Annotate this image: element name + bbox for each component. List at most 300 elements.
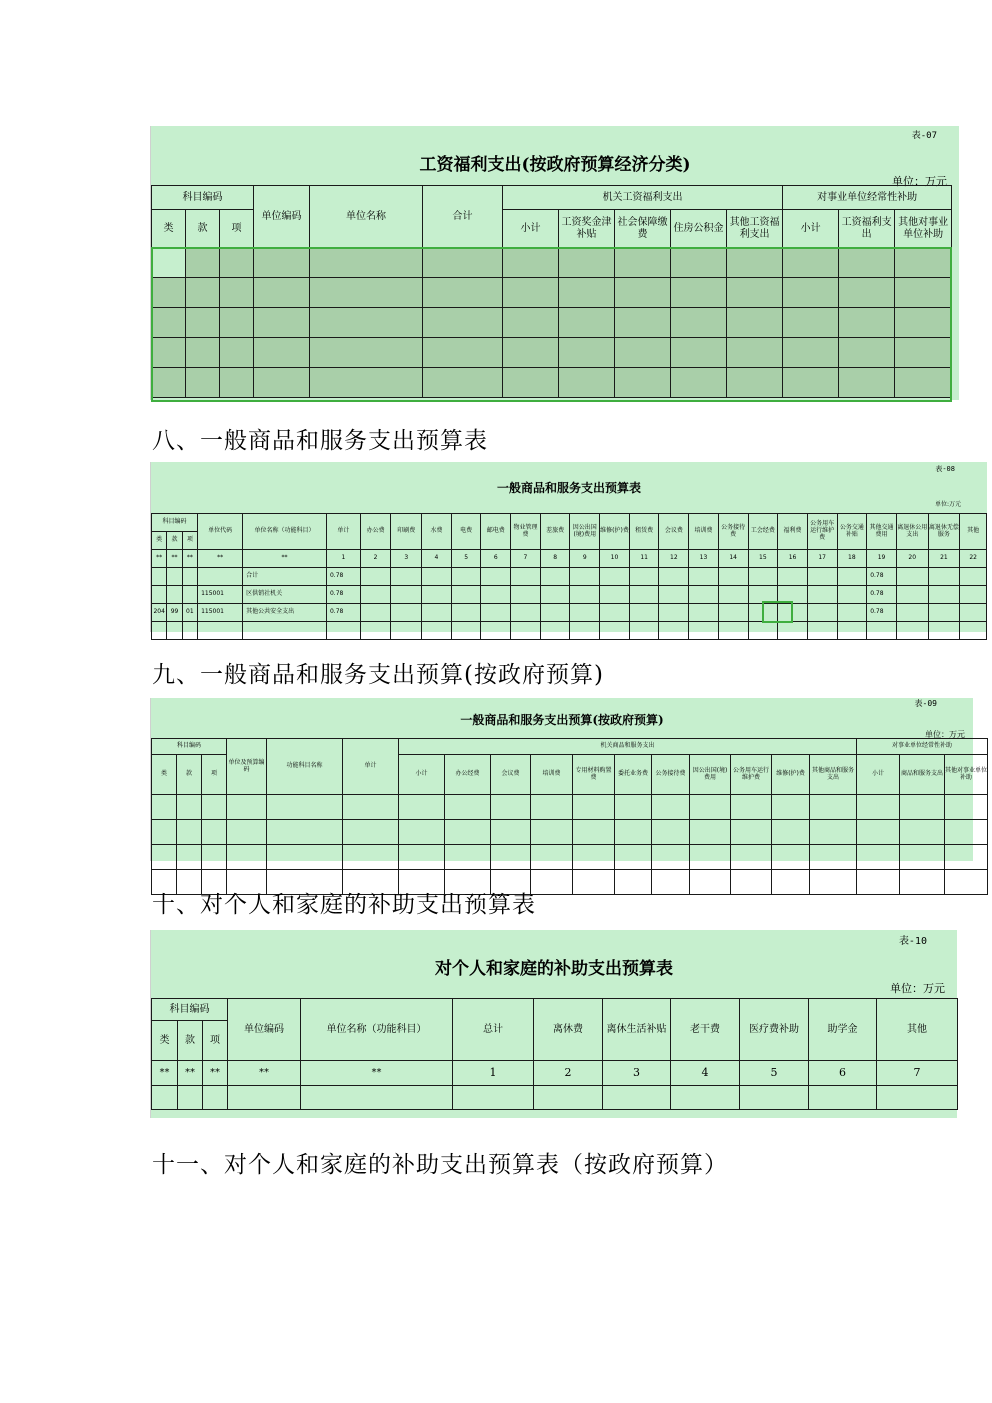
cell[interactable] bbox=[423, 248, 503, 278]
cell[interactable] bbox=[540, 604, 570, 622]
cell[interactable] bbox=[810, 820, 857, 845]
cell[interactable] bbox=[945, 870, 988, 895]
cell[interactable] bbox=[807, 604, 837, 622]
cell[interactable] bbox=[267, 820, 343, 845]
cell[interactable] bbox=[391, 568, 422, 586]
cell[interactable] bbox=[167, 586, 182, 604]
cell[interactable] bbox=[198, 568, 243, 586]
cell[interactable] bbox=[615, 820, 652, 845]
cell[interactable] bbox=[839, 338, 895, 368]
col-header: 培训费 bbox=[531, 755, 573, 795]
cell[interactable] bbox=[573, 870, 615, 895]
col-header: 公务用车运行维护费 bbox=[731, 755, 772, 795]
cell: 20 bbox=[896, 550, 928, 568]
cell[interactable] bbox=[540, 568, 570, 586]
cell[interactable]: 0.78 bbox=[867, 568, 897, 586]
cell[interactable] bbox=[727, 248, 783, 278]
cell[interactable] bbox=[227, 820, 267, 845]
cell[interactable] bbox=[227, 845, 267, 870]
cell[interactable] bbox=[228, 1086, 301, 1110]
cell[interactable] bbox=[445, 820, 491, 845]
cell[interactable] bbox=[652, 795, 690, 820]
cell[interactable] bbox=[783, 308, 839, 338]
col-header: 小计 bbox=[399, 755, 445, 795]
cell[interactable] bbox=[748, 622, 778, 640]
cell[interactable] bbox=[945, 795, 988, 820]
cell[interactable] bbox=[310, 338, 423, 368]
cell[interactable] bbox=[570, 622, 600, 640]
cell[interactable] bbox=[895, 368, 952, 398]
cell[interactable] bbox=[391, 622, 422, 640]
cell[interactable] bbox=[718, 586, 748, 604]
cell[interactable] bbox=[772, 845, 810, 870]
col-header: 社会保障缴费 bbox=[615, 210, 671, 248]
cell[interactable] bbox=[481, 622, 511, 640]
cell[interactable] bbox=[310, 278, 423, 308]
cell[interactable] bbox=[945, 845, 988, 870]
cell[interactable] bbox=[491, 820, 531, 845]
cell[interactable] bbox=[177, 845, 202, 870]
cell[interactable] bbox=[778, 622, 808, 640]
cell[interactable] bbox=[960, 568, 987, 586]
cell: 15 bbox=[748, 550, 778, 568]
cell[interactable] bbox=[503, 368, 559, 398]
cell[interactable] bbox=[540, 622, 570, 640]
cell[interactable] bbox=[422, 622, 452, 640]
cell[interactable] bbox=[186, 278, 220, 308]
cell[interactable] bbox=[152, 338, 186, 368]
cell[interactable] bbox=[511, 604, 541, 622]
cell[interactable] bbox=[152, 1086, 178, 1110]
cell[interactable] bbox=[152, 795, 177, 820]
cell[interactable] bbox=[900, 870, 945, 895]
cell[interactable] bbox=[531, 820, 573, 845]
cell[interactable] bbox=[659, 586, 689, 604]
cell[interactable] bbox=[895, 338, 952, 368]
cell[interactable] bbox=[540, 586, 570, 604]
cell[interactable] bbox=[254, 338, 310, 368]
col-header: 离休生活补贴 bbox=[603, 999, 671, 1061]
cell[interactable] bbox=[727, 368, 783, 398]
cell[interactable] bbox=[671, 248, 727, 278]
cell[interactable] bbox=[807, 586, 837, 604]
cell: ** bbox=[152, 1061, 178, 1086]
cell[interactable] bbox=[659, 568, 689, 586]
cell[interactable]: 0.78 bbox=[326, 586, 360, 604]
cell[interactable] bbox=[727, 278, 783, 308]
cell[interactable] bbox=[399, 845, 445, 870]
cell[interactable] bbox=[615, 248, 671, 278]
cell[interactable]: 0.78 bbox=[867, 604, 897, 622]
cell[interactable] bbox=[807, 622, 837, 640]
cell[interactable]: 0.78 bbox=[326, 568, 360, 586]
cell[interactable] bbox=[301, 1086, 453, 1110]
cell[interactable] bbox=[839, 278, 895, 308]
cell[interactable]: 01 bbox=[182, 604, 197, 622]
cell[interactable] bbox=[445, 845, 491, 870]
cell[interactable] bbox=[391, 604, 422, 622]
col-header: 工会经费 bbox=[748, 514, 778, 550]
cell[interactable] bbox=[960, 604, 987, 622]
cell[interactable] bbox=[202, 820, 227, 845]
cell[interactable] bbox=[900, 820, 945, 845]
cell[interactable] bbox=[254, 278, 310, 308]
cell[interactable] bbox=[267, 795, 343, 820]
cell[interactable] bbox=[570, 586, 600, 604]
cell[interactable] bbox=[629, 622, 659, 640]
cell[interactable] bbox=[267, 845, 343, 870]
cell[interactable] bbox=[671, 368, 727, 398]
cell: 13 bbox=[689, 550, 719, 568]
cell[interactable]: 合计 bbox=[243, 568, 327, 586]
cell[interactable]: 115001 bbox=[198, 604, 243, 622]
col-header: 维修(护)费 bbox=[772, 755, 810, 795]
cell[interactable] bbox=[451, 604, 481, 622]
cell[interactable] bbox=[731, 845, 772, 870]
cell[interactable] bbox=[254, 368, 310, 398]
col-header: 商品和服务支出 bbox=[900, 755, 945, 795]
cell[interactable] bbox=[198, 622, 243, 640]
cell[interactable] bbox=[652, 820, 690, 845]
cell[interactable] bbox=[718, 568, 748, 586]
cell[interactable]: 99 bbox=[167, 604, 182, 622]
cell[interactable] bbox=[857, 845, 900, 870]
cell[interactable] bbox=[603, 1086, 671, 1110]
col-header: 委托业务费 bbox=[615, 755, 652, 795]
cell[interactable] bbox=[343, 820, 399, 845]
cell[interactable] bbox=[559, 368, 615, 398]
cell[interactable] bbox=[453, 1086, 534, 1110]
cell[interactable] bbox=[422, 604, 452, 622]
cell[interactable] bbox=[423, 338, 503, 368]
cell[interactable] bbox=[152, 586, 167, 604]
household-subsidy-table bbox=[151, 998, 958, 1110]
cell[interactable] bbox=[896, 622, 928, 640]
cell[interactable] bbox=[689, 604, 719, 622]
cell[interactable] bbox=[837, 586, 867, 604]
cell[interactable] bbox=[690, 820, 731, 845]
cell[interactable] bbox=[531, 870, 573, 895]
cell: 5 bbox=[451, 550, 481, 568]
cell[interactable] bbox=[422, 568, 452, 586]
cell[interactable] bbox=[573, 845, 615, 870]
cell[interactable] bbox=[748, 568, 778, 586]
cell[interactable] bbox=[671, 1086, 740, 1110]
cell[interactable] bbox=[511, 568, 541, 586]
cell[interactable] bbox=[945, 820, 988, 845]
cell[interactable] bbox=[877, 1086, 958, 1110]
cell[interactable] bbox=[783, 368, 839, 398]
cell[interactable] bbox=[177, 820, 202, 845]
cell[interactable] bbox=[928, 622, 960, 640]
cell[interactable] bbox=[740, 1086, 809, 1110]
cell[interactable] bbox=[615, 845, 652, 870]
cell[interactable] bbox=[839, 308, 895, 338]
cell[interactable] bbox=[503, 308, 559, 338]
cell[interactable] bbox=[186, 338, 220, 368]
cell[interactable] bbox=[227, 795, 267, 820]
cell[interactable] bbox=[807, 568, 837, 586]
cell[interactable] bbox=[559, 308, 615, 338]
cell[interactable] bbox=[310, 308, 423, 338]
cell: 14 bbox=[718, 550, 748, 568]
cell[interactable] bbox=[615, 870, 652, 895]
col-header: 工资奖金津补贴 bbox=[559, 210, 615, 248]
cell[interactable] bbox=[243, 622, 327, 640]
cell[interactable] bbox=[182, 586, 197, 604]
cell[interactable] bbox=[867, 622, 897, 640]
cell[interactable] bbox=[896, 604, 928, 622]
cell[interactable] bbox=[167, 622, 182, 640]
cell[interactable] bbox=[900, 795, 945, 820]
cell[interactable] bbox=[360, 568, 391, 586]
cell[interactable] bbox=[837, 622, 867, 640]
cell[interactable] bbox=[503, 278, 559, 308]
section-heading-10: 十、对个人和家庭的补助支出预算表 bbox=[152, 892, 536, 918]
cell[interactable] bbox=[343, 795, 399, 820]
cell[interactable] bbox=[783, 338, 839, 368]
cell[interactable] bbox=[615, 795, 652, 820]
cell[interactable] bbox=[186, 368, 220, 398]
cell[interactable] bbox=[220, 338, 254, 368]
cell[interactable] bbox=[451, 586, 481, 604]
cell[interactable] bbox=[451, 568, 481, 586]
col-header: 邮电费 bbox=[481, 514, 511, 550]
cell[interactable] bbox=[600, 568, 630, 586]
table-tag: 表-09 bbox=[914, 699, 937, 708]
cell[interactable] bbox=[895, 308, 952, 338]
cell[interactable] bbox=[960, 586, 987, 604]
cell[interactable]: 204 bbox=[152, 604, 167, 622]
cell[interactable] bbox=[177, 795, 202, 820]
sheet-household-subsidy bbox=[150, 930, 957, 1118]
cell[interactable]: 区供销社机关 bbox=[243, 586, 327, 604]
cell[interactable] bbox=[491, 795, 531, 820]
cell[interactable] bbox=[615, 278, 671, 308]
cell[interactable] bbox=[254, 248, 310, 278]
xiang-header: 项 bbox=[202, 755, 227, 795]
cell[interactable]: 0.78 bbox=[867, 586, 897, 604]
sheet-goods-services bbox=[150, 462, 987, 632]
lei-header: 类 bbox=[152, 210, 186, 248]
cell[interactable] bbox=[423, 278, 503, 308]
cell[interactable] bbox=[615, 338, 671, 368]
cell[interactable] bbox=[857, 870, 900, 895]
col-header: 离休费 bbox=[534, 999, 603, 1061]
cell[interactable] bbox=[152, 622, 167, 640]
cell[interactable] bbox=[659, 604, 689, 622]
cell[interactable] bbox=[178, 1086, 203, 1110]
cell[interactable]: 115001 bbox=[198, 586, 243, 604]
cell[interactable] bbox=[615, 368, 671, 398]
cell[interactable] bbox=[615, 308, 671, 338]
cell[interactable] bbox=[772, 795, 810, 820]
cell[interactable] bbox=[422, 586, 452, 604]
cell[interactable] bbox=[731, 820, 772, 845]
cell[interactable] bbox=[573, 820, 615, 845]
cell[interactable] bbox=[186, 308, 220, 338]
cell[interactable] bbox=[839, 368, 895, 398]
cell[interactable] bbox=[837, 604, 867, 622]
cell[interactable] bbox=[857, 795, 900, 820]
cell[interactable] bbox=[559, 338, 615, 368]
cell[interactable] bbox=[343, 845, 399, 870]
cell[interactable] bbox=[503, 248, 559, 278]
cell[interactable] bbox=[203, 1086, 228, 1110]
cell[interactable] bbox=[896, 568, 928, 586]
cell[interactable] bbox=[511, 586, 541, 604]
cell[interactable] bbox=[152, 308, 186, 338]
cell[interactable] bbox=[399, 795, 445, 820]
cell[interactable] bbox=[360, 586, 391, 604]
cell[interactable] bbox=[727, 308, 783, 338]
cell[interactable] bbox=[810, 845, 857, 870]
cell[interactable] bbox=[690, 870, 731, 895]
cell[interactable] bbox=[423, 368, 503, 398]
cell[interactable] bbox=[511, 622, 541, 640]
cell[interactable] bbox=[481, 586, 511, 604]
cell[interactable] bbox=[810, 795, 857, 820]
xiang-header: 项 bbox=[220, 210, 254, 248]
cell[interactable]: 其他公共安全支出 bbox=[243, 604, 327, 622]
cell[interactable] bbox=[220, 308, 254, 338]
cell[interactable] bbox=[531, 845, 573, 870]
cell[interactable] bbox=[559, 248, 615, 278]
cell[interactable] bbox=[481, 568, 511, 586]
cell[interactable]: 0.78 bbox=[326, 604, 360, 622]
cell[interactable] bbox=[202, 795, 227, 820]
cell[interactable] bbox=[837, 568, 867, 586]
cell[interactable] bbox=[783, 248, 839, 278]
col-header: 因公出国(境)费用 bbox=[690, 755, 731, 795]
total-header: 合计 bbox=[423, 186, 503, 248]
total-header: 单计 bbox=[343, 739, 399, 795]
cell[interactable] bbox=[671, 338, 727, 368]
cell[interactable] bbox=[423, 308, 503, 338]
cell[interactable] bbox=[152, 248, 186, 278]
col-header: 工资福利支出 bbox=[839, 210, 895, 248]
cell[interactable] bbox=[839, 248, 895, 278]
cell[interactable] bbox=[900, 845, 945, 870]
table-title: 一般商品和服务支出预算(按政府预算) bbox=[460, 713, 664, 727]
cell[interactable] bbox=[652, 870, 690, 895]
cell[interactable] bbox=[570, 604, 600, 622]
xiang-header: 项 bbox=[182, 532, 197, 550]
cell[interactable] bbox=[689, 568, 719, 586]
cell[interactable] bbox=[652, 845, 690, 870]
cell[interactable] bbox=[503, 338, 559, 368]
cell[interactable] bbox=[152, 368, 186, 398]
cell[interactable] bbox=[727, 338, 783, 368]
cell[interactable] bbox=[731, 795, 772, 820]
cell[interactable] bbox=[570, 568, 600, 586]
cell[interactable] bbox=[928, 568, 960, 586]
cell[interactable] bbox=[399, 820, 445, 845]
cell[interactable] bbox=[531, 795, 573, 820]
cell[interactable] bbox=[182, 622, 197, 640]
cell[interactable] bbox=[451, 622, 481, 640]
cell: 7 bbox=[511, 550, 541, 568]
cell[interactable] bbox=[690, 845, 731, 870]
cell[interactable] bbox=[689, 622, 719, 640]
cell[interactable] bbox=[778, 568, 808, 586]
cell: 4 bbox=[671, 1061, 740, 1086]
subject-code-header: 科目编码 bbox=[152, 186, 254, 210]
cell: ** bbox=[203, 1061, 228, 1086]
cell[interactable] bbox=[310, 248, 423, 278]
cell[interactable] bbox=[534, 1086, 603, 1110]
cell[interactable] bbox=[167, 568, 182, 586]
cell[interactable] bbox=[360, 622, 391, 640]
cell: ** bbox=[152, 550, 167, 568]
cell[interactable] bbox=[718, 604, 748, 622]
cell[interactable] bbox=[809, 1086, 877, 1110]
cell[interactable] bbox=[220, 248, 254, 278]
cell[interactable] bbox=[895, 248, 952, 278]
cell[interactable] bbox=[182, 568, 197, 586]
col-header: 其他 bbox=[877, 999, 958, 1061]
cell[interactable] bbox=[186, 248, 220, 278]
cell[interactable] bbox=[600, 604, 630, 622]
cell[interactable] bbox=[629, 604, 659, 622]
cell[interactable] bbox=[960, 622, 987, 640]
cell[interactable] bbox=[857, 820, 900, 845]
cell[interactable] bbox=[152, 845, 177, 870]
cell[interactable] bbox=[254, 308, 310, 338]
cell[interactable] bbox=[783, 278, 839, 308]
cell[interactable] bbox=[629, 586, 659, 604]
cell[interactable] bbox=[326, 622, 360, 640]
cell[interactable] bbox=[152, 568, 167, 586]
cell[interactable] bbox=[718, 622, 748, 640]
cell[interactable] bbox=[896, 586, 928, 604]
cell[interactable] bbox=[600, 622, 630, 640]
cell[interactable] bbox=[895, 278, 952, 308]
cell[interactable] bbox=[689, 586, 719, 604]
cell[interactable] bbox=[310, 368, 423, 398]
cell[interactable] bbox=[220, 278, 254, 308]
cell[interactable] bbox=[152, 278, 186, 308]
cell[interactable] bbox=[202, 845, 227, 870]
cell[interactable] bbox=[772, 820, 810, 845]
cell[interactable] bbox=[559, 278, 615, 308]
col-header: 电费 bbox=[451, 514, 481, 550]
cell[interactable] bbox=[690, 795, 731, 820]
cell[interactable] bbox=[360, 604, 391, 622]
cell[interactable] bbox=[629, 568, 659, 586]
cell[interactable] bbox=[391, 586, 422, 604]
col-header: 公务交通补贴 bbox=[837, 514, 867, 550]
cell[interactable] bbox=[152, 820, 177, 845]
cell: 16 bbox=[778, 550, 808, 568]
cell[interactable] bbox=[671, 308, 727, 338]
table-tag: 表-10 bbox=[898, 936, 927, 947]
cell[interactable] bbox=[600, 586, 630, 604]
cell[interactable] bbox=[573, 795, 615, 820]
cell[interactable] bbox=[659, 622, 689, 640]
cell[interactable] bbox=[491, 845, 531, 870]
cell[interactable] bbox=[445, 795, 491, 820]
cell[interactable] bbox=[772, 870, 810, 895]
cell[interactable] bbox=[810, 870, 857, 895]
cell[interactable] bbox=[731, 870, 772, 895]
cell[interactable] bbox=[481, 604, 511, 622]
cell[interactable] bbox=[928, 586, 960, 604]
cell-selection bbox=[762, 601, 793, 623]
cell[interactable] bbox=[220, 368, 254, 398]
cell[interactable] bbox=[671, 278, 727, 308]
cell[interactable] bbox=[928, 604, 960, 622]
